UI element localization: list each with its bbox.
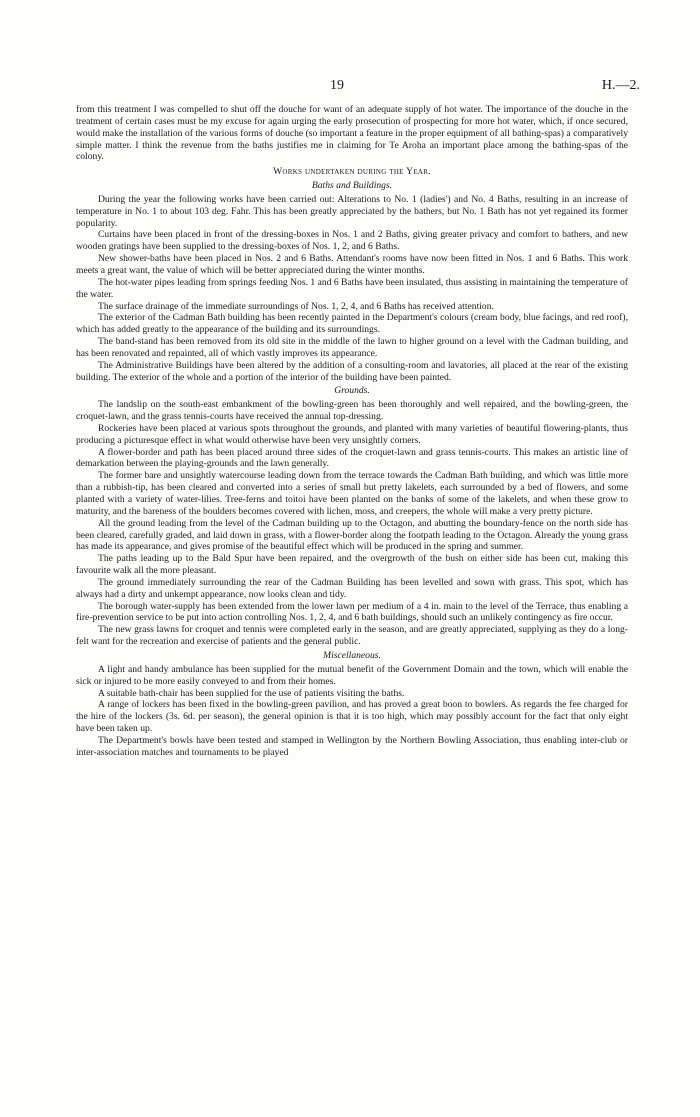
subsection-title-grounds: Grounds. xyxy=(334,385,370,397)
grounds-paragraph: Rockeries have been placed at various spots throughout the grounds, and planted with many varieties of beautiful flowering-plants, thus producing a picturesque effect in what would otherwise have been very unsightly corners. xyxy=(76,422,628,446)
page-number: 19 xyxy=(330,78,344,93)
document-body xyxy=(76,104,628,759)
baths-paragraph: The band-stand has been removed from its old site in the middle of the lawn to higher ground on a level with the Cadman building, and has been renovated and repainted, all of which vastly improves its appearance. xyxy=(76,336,628,359)
miscellaneous-paragraph: A light and handy ambulance has been supplied for the mutual benefit of the Government Domain and the town, which will enable the sick or injured to be more easily conveyed to and from their homes. xyxy=(76,663,628,687)
baths-paragraph: New shower-baths have been placed in Nos. 2 and 6 Baths. Attendant's rooms have now been fitted in Nos. 1 and 6 Baths. This work meets a great want, the value of which will be better appreciated during the winter months. xyxy=(76,253,628,276)
subsection-title-baths: Baths and Buildings. xyxy=(311,180,393,192)
intro-paragraph: from this treatment I was compelled to shut off the douche for want of an adequate supply of hot water. The importance of the douche in the treatment of certain cases must be my excuse for again urging the early prosecution of prospecting for more hot water, which, if once secured, would make the installation of the various forms of douche (so important a feature in the proper equipment of all bathing-spas) a comparatively simple matter. I think the revenue from the baths justifies me in claiming for Te Aroha an important place among the bathing-spas of the colony. xyxy=(76,104,628,163)
grounds-paragraph: The ground immediately surrounding the rear of the Cadman Building has been levelled and sown with grass. This spot, which has always had a dirty and unkempt appearance, now looks clean and tidy. xyxy=(76,576,628,600)
document-reference: H.—2. xyxy=(601,78,640,93)
baths-paragraph: The hot-water pipes leading from springs feeding Nos. 1 and 6 Baths have been insulated, thus assisting in maintaining the temperature of the water. xyxy=(76,276,628,300)
baths-paragraph: During the year the following works have been carried out: Alterations to No. 1 (ladies') and No. 4 Baths, resulting in an increase of temperature in No. 1 to about 103 deg. Fahr. This has been greatly appreciated by the bathers, but No. 1 Bath has not yet regained its former popularity. xyxy=(76,193,628,229)
baths-paragraph: The exterior of the Cadman Bath building has been recently painted in the Department's colours (cream body, blue facings, and red roof), which has added greatly to the appearance of the building and its surroundings. xyxy=(76,312,628,336)
baths-paragraph: Curtains have been placed in front of the dressing-boxes in Nos. 1 and 2 Baths, giving greater privacy and comfort to bathers, and new wooden gratings have been supplied to the dressing-boxes of Nos. 1, 2, and 6 Baths. xyxy=(76,229,628,253)
subsection-title-miscellaneous: Miscellaneous. xyxy=(323,649,381,661)
grounds-paragraph: The new grass lawns for croquet and tennis were completed early in the season, and are greatly appreciated, supplying as they do a long-felt want for the recreation and exercise of patients and the general public. xyxy=(76,624,628,648)
grounds-paragraph: All the ground leading from the level of the Cadman building up to the Octagon, and abutting the boundary-fence on the north side has been cleared, carefully graded, and laid down in grass, with a flower-border along the footpath leading to the Octagon. Already the young grass has made its appearance, and gives promise of the beautiful effect which will be produced in the spring and summer. xyxy=(76,517,628,553)
grounds-paragraph: The former bare and unsightly watercourse leading down from the terrace towards the Cadman Bath building, and which was little more than a rubbish-tip, has been cleared and converted into a series of small but pretty lakelets, each surrounded by a bed of flowers, and some planted with a variety of water-lilies. Tree-ferns and toitoi have been planted on the banks of some of the lakelets, and when these grow to maturity, and the bareness of the boulders becomes covered with lichen, moss, and creepers, the whole will make a very pretty picture. xyxy=(76,470,628,517)
grounds-paragraph: The landslip on the south-east embankment of the bowling-green has been thoroughly and well repaired, and the bowling-green, the croquet-lawn, and the grass tennis-courts have received the annual top-dressing. xyxy=(76,399,628,423)
miscellaneous-paragraph: A range of lockers has been fixed in the bowling-green pavilion, and has proved a great boon to bowlers. As regards the fee charged for the hire of the lockers (3s. 6d. per season), the general opinion is that it is too high, which may possibly account for the fact that only eight have been taken up. xyxy=(76,699,628,735)
grounds-paragraph: A flower-border and path has been placed around three sides of the croquet-lawn and grass tennis-courts. This makes an artistic line of demarkation between the playing-grounds and the lawn generally. xyxy=(76,446,628,470)
miscellaneous-paragraph: A suitable bath-chair has been supplied for the use of patients visiting the baths. xyxy=(98,687,405,699)
baths-paragraph: The Administrative Buildings have been altered by the addition of a consulting-room and lavatories, all placed at the rear of the existing building. The exterior of the whole and a portion of the interior of the building have been painted. xyxy=(76,359,628,383)
grounds-paragraph: The borough water-supply has been extended from the lower lawn per medium of a 4 in. main to the level of the Terrace, thus enabling a fire-prevention service to be put into action controlling Nos. 1, 2, 4, and 6 bath buildings, should such an unlikely contingency as fire occur. xyxy=(76,600,628,624)
grounds-paragraph: The paths leading up to the Bald Spur have been repaired, and the overgrowth of the bush on either side has been cut, making this favourite walk all the more pleasant. xyxy=(76,553,628,577)
baths-paragraph: The surface drainage of the immediate surroundings of Nos. 1, 2, 4, and 6 Baths has received attention. xyxy=(98,300,494,312)
page-header xyxy=(0,80,700,96)
section-title: Works undertaken during the Year. xyxy=(273,166,431,178)
miscellaneous-paragraph: The Department's bowls have been tested and stamped in Wellington by the Northern Bowling Association, thus enabling inter-club or inter-association matches and tournaments to be played xyxy=(76,734,628,758)
